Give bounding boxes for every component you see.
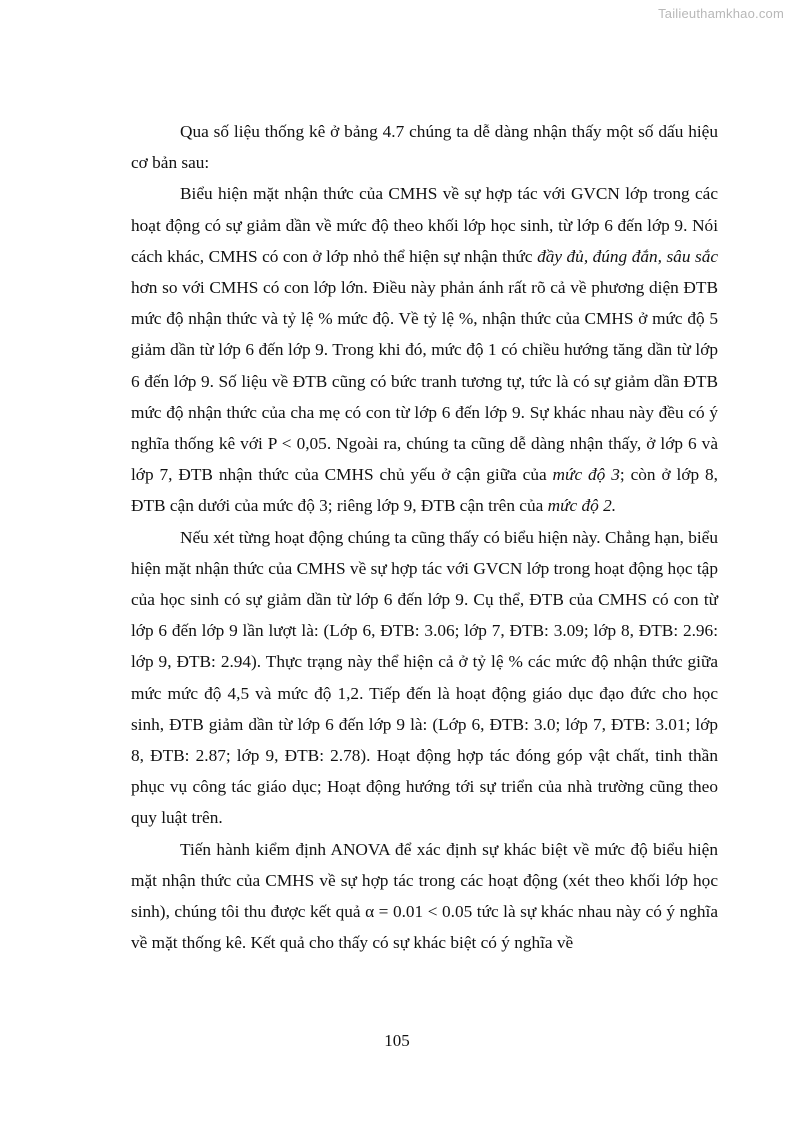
page-number: 105 [384, 1031, 410, 1050]
paragraph-activities [131, 522, 718, 834]
emphasis-text: mức độ 2. [547, 496, 617, 516]
emphasis-text: mức độ 3 [552, 465, 620, 485]
paragraph-text: ; còn ở lớp 8, ĐTB cận dưới của mức độ 3; riêng lớp 9, ĐTB cận trên của [131, 465, 718, 516]
page-body [131, 116, 718, 958]
paragraph-anova [131, 834, 718, 959]
emphasis-text: đầy đủ, đúng đắn, sâu sắc [537, 246, 719, 266]
paragraph-text: Nếu xét từng hoạt động chúng ta cũng thấy có biểu hiện này. Chẳng hạn, biểu hiện mặt nhận thức của CMHS về sự hợp tác với GVCN lớp trong hoạt động học tập của học sinh có sự giảm dần từ lớp 6 đến lớp 9. Cụ thể, ĐTB của CMHS có con từ lớp 6 đến lớp 9 lần lượt là: (Lớp 6, ĐTB: 3.06; lớp 7, ĐTB: 3.09; lớp 8, ĐTB: 2.96: lớp 9, ĐTB: 2.94). Thực trạng này thể hiện cả ở tỷ lệ % các mức độ nhận thức giữa mức mức độ 4,5 và mức độ 1,2. Tiếp đến là hoạt động giáo dục đạo đức cho học sinh, ĐTB giảm dần từ lớp 6 đến lớp 9 là: (Lớp 6, ĐTB: 3.0; lớp 7, ĐTB: 3.01; lớp 8, ĐTB: 2.87; lớp 9, ĐTB: 2.78). Hoạt động hợp tác đóng góp vật chất, tinh thần phục vụ công tác giáo dục; Hoạt động hướng tới sự triển của nhà trường cũng theo quy luật trên. [131, 527, 718, 828]
paragraph-awareness-by-grade [131, 178, 718, 521]
paragraph-text: hơn so với CMHS có con lớp lớn. Điều này phản ánh rất rõ cả về phương diện ĐTB mức độ nhận thức và tỷ lệ % mức độ. Về tỷ lệ %, nhận thức của CMHS ở mức độ 5 giảm dần từ lớp 6 đến lớp 9. Trong khi đó, mức độ 1 có chiều hướng tăng dần từ lớp 6 đến lớp 9. Số liệu về ĐTB cũng có bức tranh tương tự, tức là có sự giảm dần ĐTB mức độ nhận thức của cha mẹ có con từ lớp 6 đến lớp 9. Sự khác nhau này đều có ý nghĩa thống kê với P < 0,05. Ngoài ra, chúng ta cũng dễ dàng nhận thấy, ở lớp 6 và lớp 7, ĐTB nhận thức của CMHS chủ yếu ở cận giữa của [131, 278, 718, 485]
paragraph-text: Tiến hành kiểm định ANOVA để xác định sự khác biệt về mức độ biểu hiện mặt nhận thức của CMHS về sự hợp tác trong các hoạt động (xét theo khối lớp học sinh), chúng tôi thu được kết quả α = 0.01 < 0.05 tức là sự khác nhau này có ý nghĩa về mặt thống kê. Kết quả cho thấy có sự khác biệt có ý nghĩa về [131, 839, 718, 953]
watermark: Tailieuthamkhao.com [658, 6, 784, 21]
paragraph-text: Qua số liệu thống kê ở bảng 4.7 chúng ta dễ dàng nhận thấy một số dấu hiệu cơ bản sau: [131, 122, 718, 173]
paragraph-text: Biểu hiện mặt nhận thức của CMHS về sự hợp tác với GVCN lớp trong các hoạt động có sự giảm dần về mức độ theo khối lớp học sinh, từ lớp 6 đến lớp 9. Nói cách khác, CMHS có con ở lớp nhỏ thể hiện sự nhận thức [131, 184, 718, 266]
paragraph-intro [131, 116, 718, 178]
